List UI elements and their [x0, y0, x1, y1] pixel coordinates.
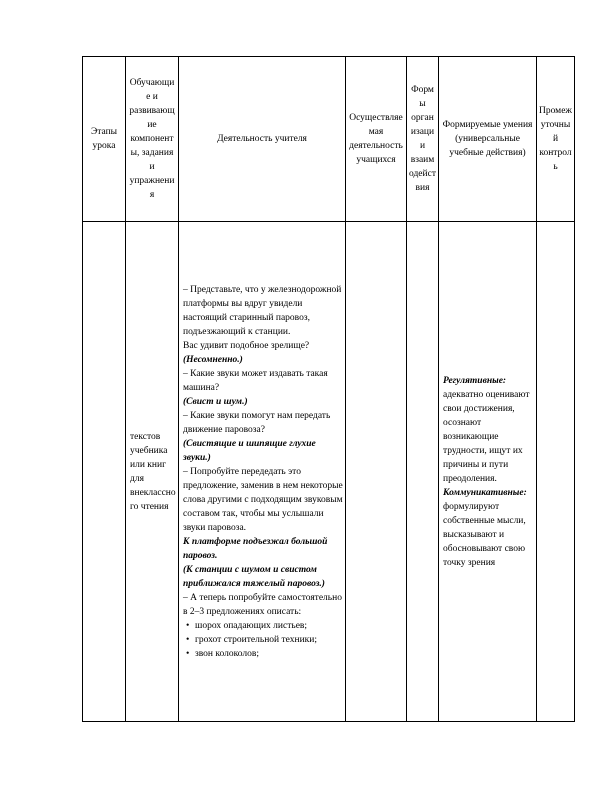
- teacher-paragraph: – Представьте, что у железнодорожной платформы вы вдруг увидели настоящий старинный паровоз, подъезжающий к станции.: [183, 284, 342, 337]
- cell-control: [537, 222, 575, 722]
- teacher-paragraph: (Свист и шум.): [183, 396, 248, 407]
- teacher-paragraph: (Свистящие и шипящие глухие звуки.): [183, 438, 316, 463]
- cell-forms: [407, 222, 439, 722]
- header-student-activity: Осуществляемая деятельность учащихся: [346, 57, 407, 222]
- teacher-paragraph: в 2–3 предложениях описать:: [183, 606, 302, 617]
- cell-components: текстов учебника или книг для внеклассного чтения: [126, 222, 179, 722]
- header-stage: Этапы урока: [83, 57, 126, 222]
- teacher-paragraph: – Какие звуки помогут нам передать движение паровоза?: [183, 410, 331, 435]
- header-forms: Формы организации взаимодействия: [407, 57, 439, 222]
- skills-communicative-text: формулируют собственные мысли, высказывают и обосновывают свою точку зрения: [443, 501, 526, 568]
- header-row: [83, 57, 575, 222]
- cell-skills: [439, 222, 537, 722]
- skills-regulative-text: адекватно оценивают свои достижения, осознают возникающие трудности, ищут их причины и пути преодоления.: [443, 389, 530, 484]
- table-row: [83, 222, 575, 722]
- teacher-paragraph: К платформе подъезжал большой паровоз.: [183, 536, 328, 561]
- header-components: Обучающие и развивающие компоненты, задания и упражнения: [126, 57, 179, 222]
- header-control: Промежуточный контроль: [537, 57, 575, 222]
- teacher-list-item: • грохот строительной техники;: [183, 633, 343, 647]
- teacher-paragraph: (К станции с шумом и свистом приближался тяжелый паровоз.): [183, 564, 325, 589]
- cell-stage: [83, 222, 126, 722]
- teacher-paragraph: Вас удивит подобное зрелище?: [183, 340, 310, 351]
- header-skills: Формируемые умения (универсальные учебные действия): [439, 57, 537, 222]
- teacher-paragraph: – А теперь попробуйте самостоятельно: [183, 592, 342, 603]
- teacher-paragraph: – Какие звуки может издавать такая машина?: [183, 368, 328, 393]
- skills-communicative-title: Коммуникативные:: [443, 487, 527, 498]
- skills-regulative-title: Регулятивные:: [443, 375, 507, 386]
- header-teacher-activity: Деятельность учителя: [179, 57, 346, 222]
- teacher-paragraph: – Попробуйте передедать это предложение, заменив в нем некоторые слова другими с подходящим звуковым составом так, чтобы мы услышали звуки паровоза.: [183, 466, 343, 533]
- cell-student-activity: [346, 222, 407, 722]
- teacher-paragraph: (Несомненно.): [183, 354, 243, 365]
- teacher-list-item: • звон колоколов;: [183, 647, 343, 661]
- teacher-list-item: • шорох опадающих листьев;: [183, 619, 343, 633]
- cell-teacher-activity: [179, 222, 346, 722]
- lesson-table: [82, 56, 575, 722]
